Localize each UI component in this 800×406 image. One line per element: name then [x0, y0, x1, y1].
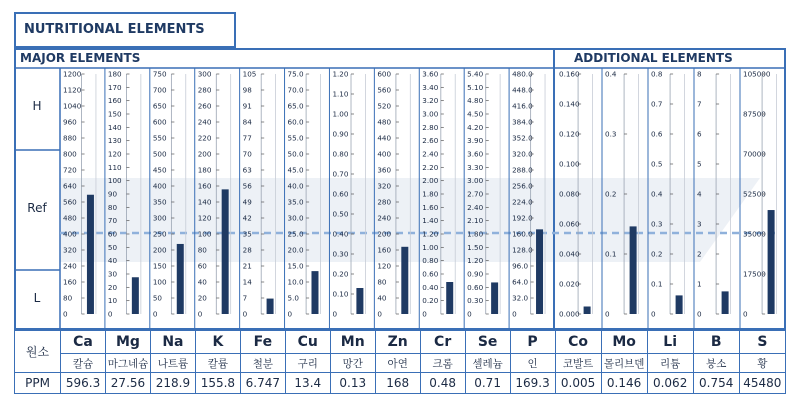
tick-label: 300 — [197, 69, 212, 79]
bar-cr — [446, 282, 453, 314]
tick-label: 2.00 — [422, 176, 439, 186]
tick-label: 21 — [242, 261, 252, 271]
bar-k — [222, 189, 229, 314]
tick-label: 35 — [242, 229, 252, 239]
tick-label: 0 — [197, 309, 203, 319]
tick-label: 0 — [697, 309, 702, 319]
element-name-li: 리튬 — [647, 354, 693, 373]
tick-label: 60 — [197, 261, 207, 271]
tick-label: 480.0 — [512, 69, 533, 79]
tick-label: 240 — [377, 213, 392, 223]
tick-label: 105 — [242, 69, 257, 79]
ppm-value-p: 169.3 — [510, 373, 555, 394]
tick-label: 140 — [107, 122, 122, 132]
tick-label: 1120 — [63, 85, 82, 95]
element-table — [14, 330, 786, 392]
element-symbol-s: S — [739, 331, 785, 354]
ppm-value-li: 0.062 — [647, 373, 693, 394]
tick-label: 0.4 — [651, 189, 663, 199]
tick-label: 0.70 — [332, 169, 349, 179]
tick-label: 96.0 — [512, 261, 529, 271]
tick-label: 5.40 — [467, 69, 484, 79]
tick-label: 60 — [107, 229, 118, 239]
tick-label: 5 — [697, 159, 702, 169]
tick-label: 0 — [422, 309, 427, 319]
ppm-value-co: 0.005 — [555, 373, 601, 394]
tick-label: 500 — [152, 149, 167, 159]
tick-label: 70 — [107, 216, 118, 226]
tick-label: 32.0 — [512, 293, 529, 303]
tick-label: 0.8 — [651, 69, 663, 79]
tick-label: 0.20 — [332, 269, 349, 279]
zone-ref-label: Ref — [27, 201, 47, 215]
tick-label: 0 — [332, 309, 338, 319]
tick-label: 150 — [107, 109, 122, 119]
element-symbol-mo: Mo — [601, 331, 647, 354]
bar-cu — [311, 271, 318, 314]
tick-label: 0 — [242, 309, 248, 319]
tick-label: 2.20 — [422, 162, 439, 172]
tick-label: 200 — [377, 229, 392, 239]
tick-label: 4.20 — [467, 122, 484, 132]
tick-label: 0.2 — [651, 249, 663, 259]
tick-label: 352.0 — [512, 133, 533, 143]
tick-label: 0 — [605, 309, 610, 319]
tick-label: 7 — [697, 99, 702, 109]
element-symbol-na: Na — [150, 331, 195, 354]
zone-high-label: H — [32, 99, 42, 113]
bar-mn — [356, 288, 363, 314]
tick-label: 0.4 — [605, 69, 617, 79]
tick-label: 300 — [152, 213, 167, 223]
tick-label: 720 — [63, 165, 77, 175]
tick-label: 1.20 — [422, 229, 439, 239]
tick-label: 320 — [63, 245, 77, 255]
tick-label: 30 — [107, 269, 118, 279]
ppm-value-mo: 0.146 — [601, 373, 647, 394]
tick-label: 360 — [377, 165, 392, 175]
tick-label: 1.10 — [332, 89, 349, 99]
tick-label: 5.0 — [287, 293, 299, 303]
tick-label: 35000 — [743, 229, 766, 239]
tick-label: 280 — [377, 197, 392, 207]
tick-label: 700 — [152, 85, 167, 95]
bar-fe — [267, 299, 274, 314]
element-name-k: 칼륨 — [195, 354, 240, 373]
element-symbol-co: Co — [555, 331, 601, 354]
tick-label: 0.5 — [651, 159, 663, 169]
tick-label: 400 — [377, 149, 392, 159]
tick-label: 120 — [197, 213, 212, 223]
tick-label: 224.0 — [512, 197, 533, 207]
tick-label: 384.0 — [512, 117, 533, 127]
tick-label: 4.50 — [467, 109, 484, 119]
tick-label: 0.3 — [605, 129, 617, 139]
tick-label: 1 — [697, 279, 702, 289]
tick-label: 480 — [63, 213, 77, 223]
tick-label: 40 — [197, 277, 207, 287]
tick-label: 256.0 — [512, 181, 533, 191]
tick-label: 3.00 — [422, 109, 439, 119]
tick-label: 0.080 — [559, 189, 580, 199]
tick-label: 2.80 — [422, 122, 439, 132]
tick-label: 200 — [152, 245, 167, 255]
tick-label: 0.020 — [559, 279, 580, 289]
ppm-value-cu: 13.4 — [285, 373, 330, 394]
tick-label: 15.0 — [287, 261, 304, 271]
element-name-cr: 크롬 — [420, 354, 465, 373]
tick-label: 50 — [152, 293, 162, 303]
tick-label: 120 — [377, 261, 392, 271]
tick-label: 180 — [107, 69, 122, 79]
tick-label: 2.40 — [467, 202, 484, 212]
ppm-value-s: 45480 — [739, 373, 785, 394]
tick-label: 7 — [242, 293, 248, 303]
tick-label: 3.60 — [467, 149, 484, 159]
element-name-mn: 망간 — [330, 354, 375, 373]
tick-label: 600 — [377, 69, 392, 79]
element-symbol-k: K — [195, 331, 240, 354]
element-name-zn: 아연 — [375, 354, 420, 373]
tick-label: 4.80 — [467, 96, 484, 106]
element-name-s: 황 — [739, 354, 785, 373]
tick-label: 100 — [152, 277, 167, 287]
tick-label: 1.80 — [467, 229, 484, 239]
element-symbol-mg: Mg — [106, 331, 151, 354]
tick-label: 960 — [63, 117, 77, 127]
tick-label: 5.10 — [467, 82, 484, 92]
tick-label: 560 — [377, 85, 392, 95]
tick-label: 0.30 — [467, 296, 484, 306]
tick-label: 1.20 — [332, 69, 349, 79]
tick-label: 40.0 — [287, 181, 304, 191]
bar-p — [536, 229, 543, 314]
tick-label: 650 — [152, 101, 167, 111]
tick-label: 1.40 — [422, 216, 439, 226]
tick-label: 416.0 — [512, 101, 533, 111]
tick-label: 4 — [697, 189, 702, 199]
tick-label: 128.0 — [512, 245, 533, 255]
ppm-value-zn: 168 — [375, 373, 420, 394]
tick-label: 10 — [107, 296, 118, 306]
tick-label: 150 — [152, 261, 167, 271]
tick-label: 240 — [197, 117, 212, 127]
tick-label: 2.60 — [422, 136, 439, 146]
tick-label: 50.0 — [287, 149, 304, 159]
tick-label: 2 — [697, 249, 702, 259]
tick-label: 10.0 — [287, 277, 304, 287]
tick-label: 80 — [377, 277, 387, 287]
tick-label: 0 — [377, 309, 382, 319]
tick-label: 0.80 — [332, 149, 349, 159]
tick-label: 160 — [377, 245, 392, 255]
tick-label: 550 — [152, 133, 167, 143]
bar-co — [584, 307, 591, 315]
tick-label: 0 — [512, 309, 517, 319]
tick-label: 98 — [242, 85, 252, 95]
tick-label: 90 — [107, 189, 118, 199]
tick-label: 320 — [377, 181, 392, 191]
tick-label: 450 — [152, 165, 167, 175]
tick-label: 0 — [287, 309, 293, 319]
tick-label: 70.0 — [287, 85, 304, 95]
tick-label: 42 — [242, 213, 252, 223]
tick-label: 3.60 — [422, 69, 439, 79]
tick-label: 0.40 — [332, 229, 349, 239]
tick-label: 288.0 — [512, 165, 533, 175]
tick-label: 3 — [697, 219, 702, 229]
tick-label: 2.70 — [467, 189, 484, 199]
tick-label: 105000 — [743, 69, 771, 79]
tick-label: 0.60 — [467, 282, 484, 292]
tick-label: 52500 — [743, 189, 766, 199]
tick-label: 1.80 — [422, 189, 439, 199]
tick-label: 240 — [63, 261, 77, 271]
tick-label: 0.7 — [651, 99, 663, 109]
tick-label: 20.0 — [287, 245, 304, 255]
tick-label: 70000 — [743, 149, 766, 159]
tick-label: 2.40 — [422, 149, 439, 159]
tick-label: 0.1 — [651, 279, 663, 289]
tick-label: 25.0 — [287, 229, 304, 239]
tick-label: 400 — [152, 181, 167, 191]
tick-label: 160.0 — [512, 229, 533, 239]
tick-label: 64.0 — [512, 277, 529, 287]
tick-label: 40 — [377, 293, 387, 303]
tick-label: 45.0 — [287, 165, 304, 175]
tick-label: 260 — [197, 101, 212, 111]
tick-label: 14 — [242, 277, 252, 287]
tick-label: 20 — [197, 293, 207, 303]
tick-label: 0 — [651, 309, 656, 319]
tick-label: 0.140 — [559, 99, 580, 109]
tick-label: 0 — [152, 309, 158, 319]
tick-label: 120 — [107, 149, 122, 159]
tick-label: 1.00 — [422, 242, 439, 252]
tick-label: 0.90 — [467, 269, 484, 279]
tick-label: 80 — [63, 293, 73, 303]
tick-label: 170 — [107, 82, 122, 92]
bar-mo — [630, 226, 637, 314]
element-name-se: 셀레늄 — [465, 354, 510, 373]
ppm-value-cr: 0.48 — [420, 373, 465, 394]
tick-label: 400 — [63, 229, 77, 239]
tick-label: 440 — [377, 133, 392, 143]
tick-label: 160 — [197, 181, 212, 191]
element-symbol-zn: Zn — [375, 331, 420, 354]
tick-label: 80 — [107, 202, 118, 212]
tick-label: 3.20 — [422, 96, 439, 106]
tick-label: 200 — [197, 149, 212, 159]
tick-label: 0.100 — [559, 159, 580, 169]
tick-label: 0.60 — [332, 189, 349, 199]
tick-label: 91 — [242, 101, 252, 111]
bar-na — [177, 244, 184, 314]
tick-label: 0.30 — [332, 249, 349, 259]
tick-label: 6 — [697, 129, 702, 139]
tick-label: 3.90 — [467, 136, 484, 146]
tick-label: 0 — [63, 309, 68, 319]
tick-label: 800 — [63, 149, 77, 159]
tick-label: 80 — [197, 245, 207, 255]
tick-label: 35.0 — [287, 197, 304, 207]
tick-label: 56 — [242, 181, 252, 191]
tick-label: 30.0 — [287, 213, 304, 223]
tick-label: 0.50 — [332, 209, 349, 219]
tick-label: 1200 — [63, 69, 82, 79]
tick-label: 750 — [152, 69, 167, 79]
tick-label: 84 — [242, 117, 252, 127]
element-name-co: 코발트 — [555, 354, 601, 373]
element-name-fe: 철분 — [240, 354, 285, 373]
tick-label: 480 — [377, 117, 392, 127]
tick-label: 0.3 — [651, 219, 663, 229]
tick-label: 140 — [197, 197, 212, 207]
element-symbol-ca: Ca — [61, 331, 106, 354]
tick-label: 49 — [242, 197, 252, 207]
bar-b — [722, 291, 729, 314]
bar-ca — [87, 195, 94, 314]
element-symbol-fe: Fe — [240, 331, 285, 354]
element-name-na: 나트륨 — [150, 354, 195, 373]
tick-label: 8 — [697, 69, 702, 79]
tick-label: 160 — [107, 96, 122, 106]
tick-label: 880 — [63, 133, 77, 143]
tick-label: 0.80 — [422, 256, 439, 266]
element-name-mg: 마그네슘 — [106, 354, 151, 373]
additional-elements-label: ADDITIONAL ELEMENTS — [574, 51, 733, 65]
tick-label: 110 — [107, 162, 122, 172]
tick-label: 220 — [197, 133, 212, 143]
element-symbol-mn: Mn — [330, 331, 375, 354]
tick-label: 0 — [467, 309, 472, 319]
tick-label: 1.50 — [467, 242, 484, 252]
tick-label: 192.0 — [512, 213, 533, 223]
tick-label: 87500 — [743, 109, 766, 119]
tick-label: 2.10 — [467, 216, 484, 226]
tick-label: 0 — [107, 309, 113, 319]
ppm-value-mg: 27.56 — [106, 373, 151, 394]
tick-label: 40 — [107, 256, 118, 266]
bar-s — [768, 210, 775, 314]
ppm-value-fe: 6.747 — [240, 373, 285, 394]
element-symbol-se: Se — [465, 331, 510, 354]
tick-label: 520 — [377, 101, 392, 111]
ppm-row-label: PPM — [15, 373, 61, 394]
bar-li — [676, 295, 683, 314]
bar-mg — [132, 277, 139, 314]
tick-label: 3.30 — [467, 162, 484, 172]
tick-label: 180 — [197, 165, 212, 175]
element-name-p: 인 — [510, 354, 555, 373]
tick-label: 600 — [152, 117, 167, 127]
tick-label: 60.0 — [287, 117, 304, 127]
ppm-value-se: 0.71 — [465, 373, 510, 394]
tick-label: 0.90 — [332, 129, 349, 139]
element-symbol-cr: Cr — [420, 331, 465, 354]
tick-label: 100 — [107, 176, 122, 186]
tick-label: 280 — [197, 85, 212, 95]
tick-label: 70 — [242, 149, 252, 159]
ppm-value-ca: 596.3 — [61, 373, 106, 394]
tick-label: 160 — [63, 277, 77, 287]
zone-low-label: L — [33, 291, 41, 305]
tick-label: 0.060 — [559, 219, 580, 229]
ppm-value-b: 0.754 — [693, 373, 739, 394]
tick-label: 320.0 — [512, 149, 533, 159]
element-name-cu: 구리 — [285, 354, 330, 373]
tick-label: 0.20 — [422, 296, 439, 306]
page-title: NUTRITIONAL ELEMENTS — [24, 22, 205, 37]
tick-label: 17500 — [743, 269, 766, 279]
tick-label: 50 — [107, 242, 118, 252]
tick-label: 448.0 — [512, 85, 533, 95]
tick-label: 3.00 — [467, 176, 484, 186]
tick-label: 1040 — [63, 101, 82, 111]
tick-label: 55.0 — [287, 133, 304, 143]
element-symbol-cu: Cu — [285, 331, 330, 354]
tick-label: 3.40 — [422, 82, 439, 92]
tick-label: 130 — [107, 136, 122, 146]
element-symbol-li: Li — [647, 331, 693, 354]
element-name-b: 붕소 — [693, 354, 739, 373]
tick-label: 0.2 — [605, 189, 617, 199]
tick-label: 0.40 — [422, 282, 439, 292]
tick-label: 350 — [152, 197, 167, 207]
bar-zn — [401, 247, 408, 314]
element-name-mo: 몰리브덴 — [601, 354, 647, 373]
tick-label: 640 — [63, 181, 77, 191]
tick-label: 0.60 — [422, 269, 439, 279]
bar-se — [491, 282, 498, 314]
tick-label: 65.0 — [287, 101, 304, 111]
major-elements-label: MAJOR ELEMENTS — [20, 51, 141, 65]
tick-label: 63 — [242, 165, 252, 175]
tick-label: 100 — [197, 229, 212, 239]
tick-label: 28 — [242, 245, 252, 255]
tick-label: 0 — [743, 309, 748, 319]
tick-label: 1.00 — [332, 109, 349, 119]
tick-label: 0.000 — [559, 309, 580, 319]
ppm-value-k: 155.8 — [195, 373, 240, 394]
element-row-label: 원소 — [15, 331, 61, 373]
element-symbol-p: P — [510, 331, 555, 354]
tick-label: 0.1 — [605, 249, 617, 259]
tick-label: 0.6 — [651, 129, 663, 139]
tick-label: 560 — [63, 197, 77, 207]
tick-label: 77 — [242, 133, 252, 143]
ppm-value-mn: 0.13 — [330, 373, 375, 394]
element-symbol-b: B — [693, 331, 739, 354]
ppm-value-na: 218.9 — [150, 373, 195, 394]
tick-label: 1.60 — [422, 202, 439, 212]
tick-label: 1.20 — [467, 256, 484, 266]
tick-label: 75.0 — [287, 69, 304, 79]
element-name-ca: 칼슘 — [61, 354, 106, 373]
tick-label: 0.10 — [332, 289, 349, 299]
tick-label: 0.120 — [559, 129, 580, 139]
tick-label: 20 — [107, 282, 118, 292]
tick-label: 0.160 — [559, 69, 580, 79]
tick-label: 0.040 — [559, 249, 580, 259]
tick-label: 250 — [152, 229, 167, 239]
